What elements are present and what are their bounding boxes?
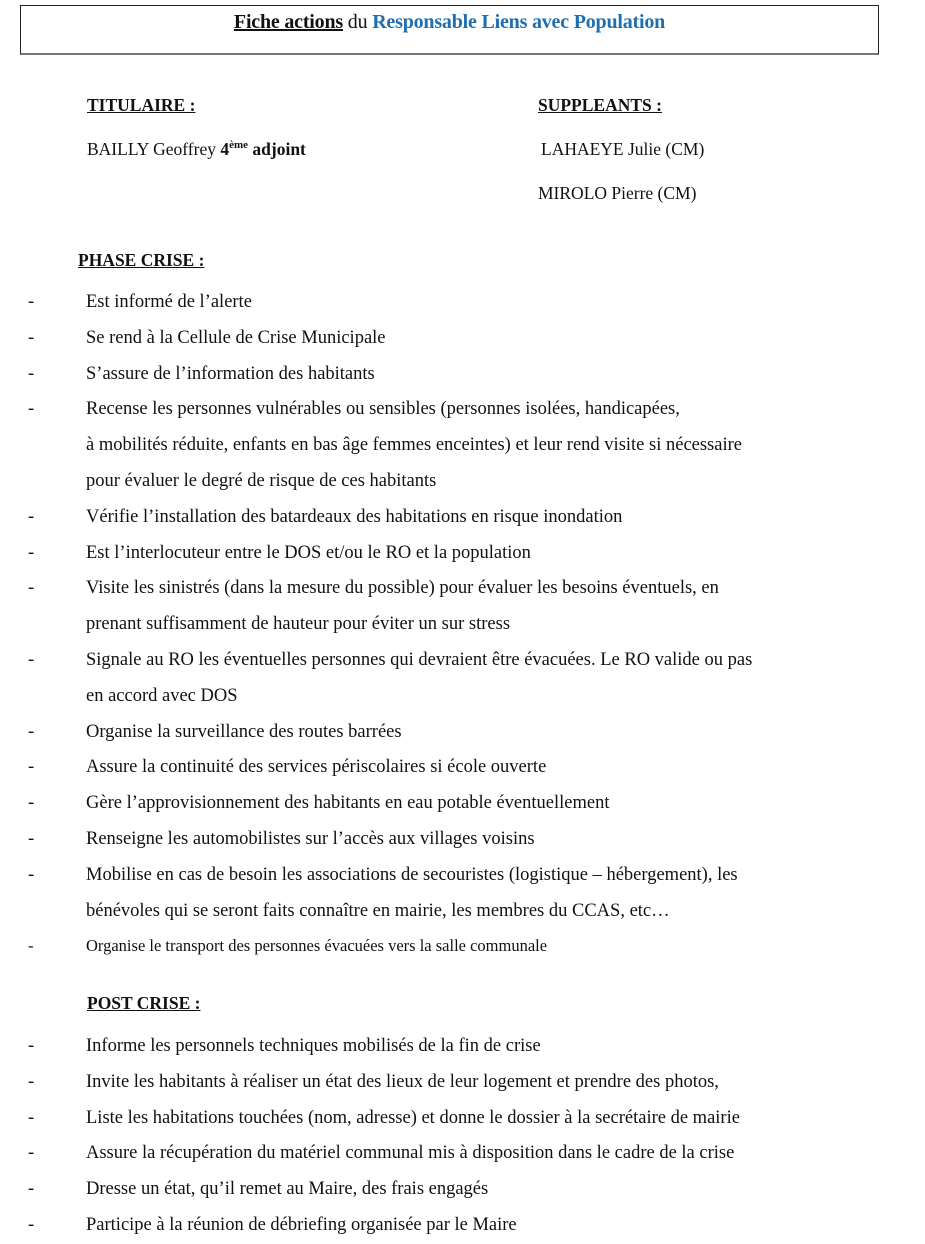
list-item-text: en accord avec DOS — [86, 685, 238, 706]
title-box — [20, 5, 879, 55]
phase-crise-heading: PHASE CRISE : — [78, 250, 205, 270]
list-item-text: pour évaluer le degré de risque de ces habitants — [86, 471, 437, 491]
bullet-dash: - — [28, 936, 34, 956]
list-item-text: Visite les sinistrés (dans la mesure du possible) pour évaluer les besoins éventuels, en — [86, 578, 719, 599]
bullet-dash: - — [28, 399, 35, 420]
suppleants-label: SUPPLEANTS : — [538, 95, 662, 115]
bullet-dash: - — [28, 542, 35, 563]
list-item-text: Informe les personnels techniques mobilisés de la fin de crise — [86, 1036, 541, 1056]
title-role: Responsable Liens avec Population — [372, 11, 666, 33]
list-item-text: Assure la récupération du matériel communal mis à disposition dans le cadre de la crise — [86, 1143, 735, 1164]
list-item-text: à mobilités réduite, enfants en bas âge femmes enceintes) et leur rend visite si nécessaire — [86, 435, 742, 456]
bullet-dash: - — [28, 1107, 35, 1128]
titulaire-label: TITULAIRE : — [87, 95, 196, 115]
list-item-text: Participe à la réunion de débriefing organisée par le Maire — [86, 1215, 517, 1235]
bullet-dash: - — [28, 1179, 35, 1200]
bullet-dash: - — [28, 578, 35, 599]
list-item-text: Vérifie l’installation des batardeaux des habitations en risque inondation — [86, 506, 623, 527]
title-fiche-actions: Fiche actions — [233, 11, 343, 33]
list-item-text: Signale au RO les éventuelles personnes qui devraient être évacuées. Le RO valide ou pas — [86, 650, 753, 670]
list-item-text: Organise la surveillance des routes barrées — [86, 721, 402, 742]
bullet-dash: - — [28, 721, 35, 742]
list-item-text: Est informé de l’alerte — [86, 292, 252, 312]
list-item-text: Invite les habitants à réaliser un état des lieux de leur logement et prendre des photos, — [86, 1071, 719, 1092]
suppleant-name: LAHAEYE Julie (CM) — [541, 139, 705, 159]
list-item-text: Se rend à la Cellule de Crise Municipale — [86, 327, 386, 348]
bullet-dash: - — [28, 1071, 35, 1092]
list-item-text: Organise le transport des personnes évacuées vers la salle communale — [86, 936, 548, 956]
list-item-text: Assure la continuité des services périscolaires si école ouverte — [86, 757, 547, 778]
list-item-text: Est l’interlocuteur entre le DOS et/ou le RO et la population — [86, 542, 531, 563]
title-connector: du — [342, 11, 373, 33]
list-item-text: S’assure de l’information des habitants — [86, 363, 375, 384]
list-item-text: bénévoles qui se seront faits connaître en mairie, les membres du CCAS, etc… — [86, 900, 670, 921]
bullet-dash: - — [28, 864, 35, 885]
list-item-text: Recense les personnes vulnérables ou sensibles (personnes isolées, handicapées, — [86, 399, 680, 420]
list-item-text: Mobilise en cas de besoin les associations de secouristes (logistique – hébergement), les — [86, 864, 738, 885]
bullet-dash: - — [28, 292, 35, 312]
bullet-dash: - — [28, 506, 35, 527]
post-crise-heading: POST CRISE : — [87, 993, 201, 1013]
bullet-dash: - — [28, 1143, 35, 1164]
bullet-dash: - — [28, 1036, 35, 1056]
bullet-dash: - — [28, 829, 35, 849]
bullet-dash: - — [28, 793, 35, 814]
list-item-text: Gère l’approvisionnement des habitants en eau potable éventuellement — [86, 793, 610, 814]
titulaire-name — [87, 139, 306, 160]
document-title — [21, 11, 878, 34]
bullet-dash: - — [28, 757, 35, 778]
bullet-dash: - — [28, 363, 35, 384]
bullet-dash: - — [28, 650, 35, 670]
list-item-text: prenant suffisamment de hauteur pour éviter un sur stress — [86, 614, 511, 635]
list-item-text: Dresse un état, qu’il remet au Maire, des frais engagés — [86, 1179, 489, 1200]
titulaire-person: BAILLY Geoffrey — [87, 139, 221, 159]
titulaire-role: 4ème adjoint — [220, 139, 306, 159]
bullet-dash: - — [28, 327, 35, 348]
list-item-text: Renseigne les automobilistes sur l’accès aux villages voisins — [86, 829, 535, 849]
suppleant-name: MIROLO Pierre (CM) — [538, 183, 697, 203]
list-item-text: Liste les habitations touchées (nom, adresse) et donne le dossier à la secrétaire de mairie — [86, 1107, 740, 1128]
bullet-dash: - — [28, 1215, 35, 1235]
